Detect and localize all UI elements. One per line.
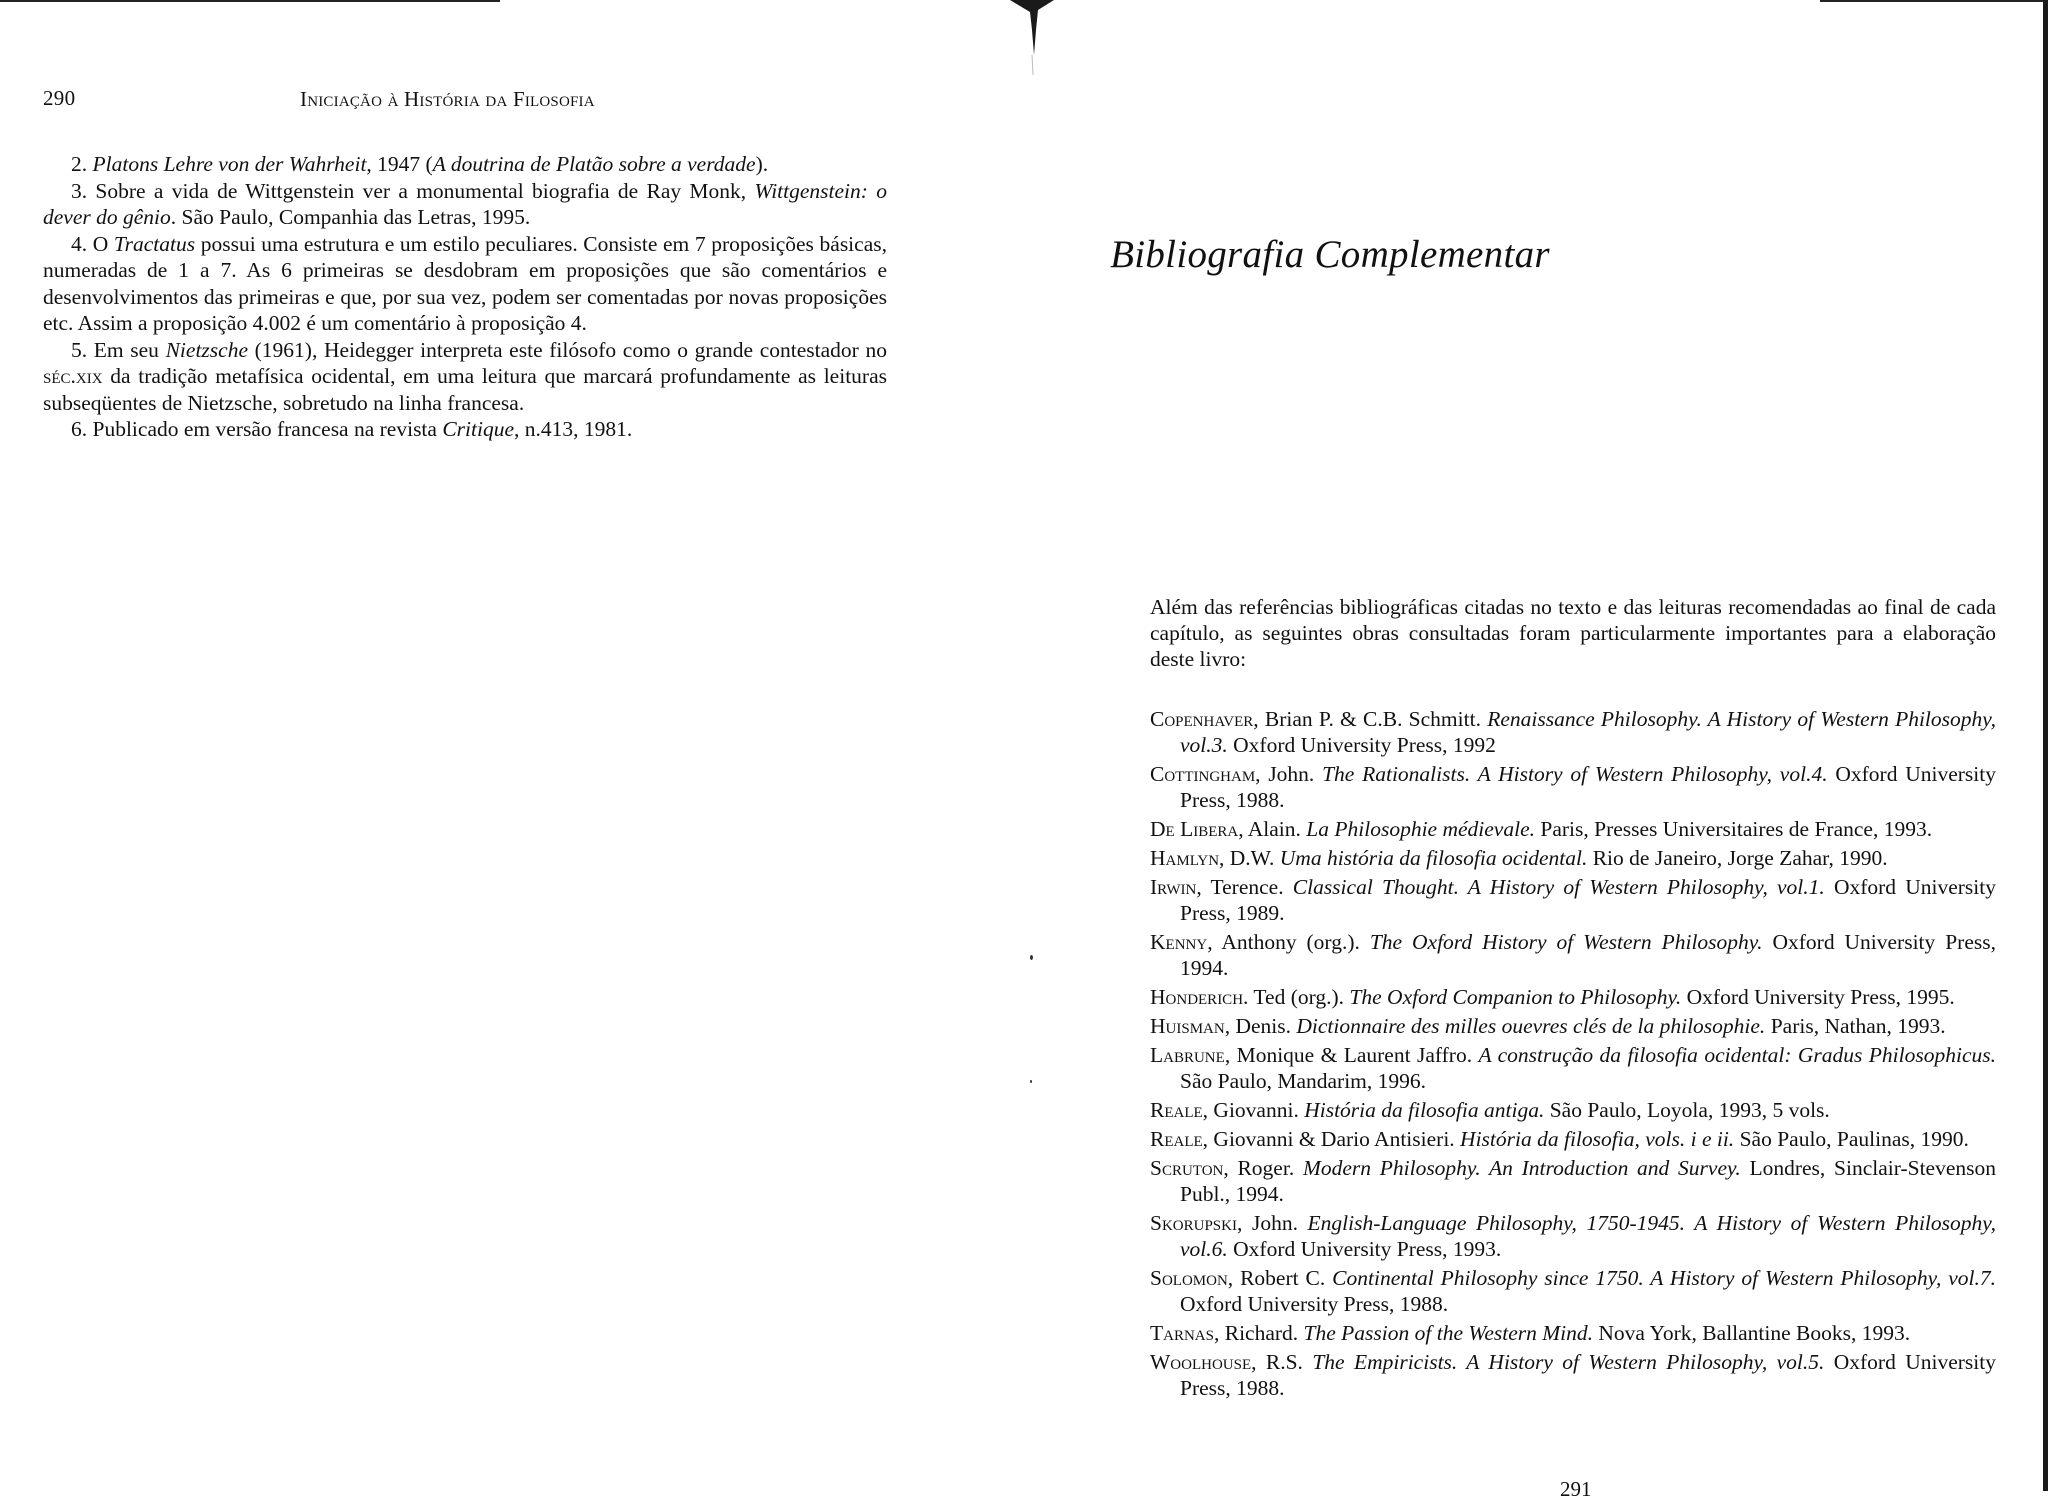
section-title: Bibliografia Complementar	[1110, 233, 1550, 276]
scan-right-edge	[2043, 0, 2048, 1491]
small-caps-text: Hamlyn	[1150, 846, 1220, 870]
text-run: Oxford University Press, 1993.	[1227, 1237, 1502, 1261]
text-run: Paris, Presses Universitaires de France, 1993.	[1535, 817, 1933, 841]
page-number-left: 290	[43, 86, 76, 110]
bibliography-entry	[1150, 1349, 1996, 1401]
text-run: . São Paulo, Companhia das Letras, 1995.	[170, 205, 531, 229]
endnote-3	[43, 178, 887, 231]
bibliography-entry	[1150, 929, 1996, 981]
bibliography-entry	[1150, 1155, 1996, 1207]
bibliography-entry	[1150, 1126, 1996, 1152]
bibliography-entry	[1150, 1042, 1996, 1094]
text-run: , Alain.	[1238, 817, 1307, 841]
text-run: São Paulo, Paulinas, 1990.	[1734, 1127, 1969, 1151]
text-run: 6. Publicado em versão francesa na revista	[71, 417, 443, 441]
text-run: Oxford University Press, 1994.	[1180, 930, 1996, 980]
small-caps-text: Tarnas	[1150, 1321, 1214, 1345]
text-run: da tradição metafísica ocidental, em uma leitura que marcará profundamente as leituras subseqüentes de Nietzsche, sobretudo na linha francesa.	[43, 364, 887, 415]
text-run: , Giovanni & Dario Antisieri.	[1202, 1127, 1461, 1151]
endnote-6	[43, 416, 887, 443]
small-caps-text: Woolhouse	[1150, 1350, 1252, 1374]
small-caps-text: Irwin	[1150, 875, 1197, 899]
italic-text: Continental Philosophy since 1750. A History of Western Philosophy, vol.7.	[1332, 1266, 1997, 1290]
scan-top-line-left	[0, 0, 500, 2]
small-caps-text: Reale	[1150, 1127, 1203, 1151]
small-caps-text: Huisman	[1150, 1014, 1225, 1038]
text-run: , Terence.	[1196, 875, 1293, 899]
text-run: , n.413, 1981.	[514, 417, 633, 441]
text-run: , Robert C.	[1227, 1266, 1333, 1290]
text-run: , John.	[1255, 762, 1323, 786]
bibliography-entry	[1150, 706, 1996, 758]
text-run: Oxford University Press, 1989.	[1180, 875, 1996, 925]
bibliography-list	[1150, 706, 1996, 1404]
small-caps-text: Scruton	[1150, 1156, 1224, 1180]
text-run: , Monique & Laurent Jaffro.	[1224, 1043, 1479, 1067]
small-caps-text: Copenhaver	[1150, 707, 1254, 731]
text-run: , Richard.	[1213, 1321, 1304, 1345]
small-caps-text: Reale	[1150, 1098, 1203, 1122]
text-run: , R.S.	[1251, 1350, 1313, 1374]
text-run: , Anthony (org.).	[1207, 930, 1370, 954]
scan-top-line-right	[1820, 0, 2048, 2]
italic-text: La Philosophie médievale.	[1306, 817, 1535, 841]
text-run: 3. Sobre a vida de Wittgenstein ver a monumental biografia de Ray Monk,	[71, 178, 755, 203]
intro-paragraph: Além das referências bibliográficas citadas no texto e das leituras recomendadas ao final de cada capítulo, as seguintes obras consultadas foram particularmente importantes para a elaboração deste livro:	[1150, 595, 1996, 671]
running-head: Iniciação à História da Filosofia	[300, 87, 595, 111]
text-run: Londres, Sinclair-Stevenson Publ., 1994.	[1180, 1156, 1996, 1206]
italic-text: The Passion of the Western Mind.	[1303, 1321, 1593, 1345]
small-caps-text: Kenny	[1150, 930, 1208, 954]
text-run: 5. Em seu	[71, 337, 166, 362]
scan-speck	[1030, 1080, 1032, 1083]
italic-text: Nietzsche	[165, 337, 248, 362]
small-caps-text: Labrune	[1150, 1043, 1225, 1067]
small-caps-text: De Libera	[1150, 817, 1239, 841]
text-run: Paris, Nathan, 1993.	[1765, 1014, 1946, 1038]
text-run: Nova York, Ballantine Books, 1993.	[1593, 1321, 1911, 1345]
italic-text: Wittgenstein: o dever do gênio	[43, 178, 887, 229]
text-run: São Paulo, Loyola, 1993, 5 vols.	[1544, 1098, 1830, 1122]
italic-text: Platons Lehre von der Wahrheit	[92, 152, 367, 176]
text-run: 2.	[71, 152, 93, 176]
italic-text: A doutrina de Platão sobre a verdade	[432, 152, 756, 176]
small-caps-text: Honderich	[1150, 985, 1244, 1009]
text-run: , Giovanni.	[1202, 1098, 1305, 1122]
bibliography-entry	[1150, 845, 1996, 871]
text-run: , 1947 (	[366, 152, 433, 176]
italic-text: História da filosofia, vols. i e ii.	[1460, 1127, 1735, 1151]
small-caps-text: Cottingham	[1150, 762, 1256, 786]
small-caps-text: Solomon	[1150, 1266, 1228, 1290]
text-run: , Roger.	[1223, 1156, 1303, 1180]
italic-text: English-Language Philosophy, 1750-1945. A History of Western Philosophy, vol.6.	[1180, 1211, 1996, 1261]
italic-text: Critique	[442, 417, 514, 441]
text-run: , Denis.	[1224, 1014, 1297, 1038]
bibliography-entry	[1150, 874, 1996, 926]
text-run: (1961), Heidegger interpreta este filósofo como o grande contestador no	[248, 337, 887, 362]
text-run: Oxford University Press, 1988.	[1180, 1350, 1996, 1400]
italic-text: Dictionnaire des milles ouevres clés de la philosophie.	[1296, 1014, 1766, 1038]
italic-text: Modern Philosophy. An Introduction and Survey.	[1302, 1156, 1741, 1180]
text-run: Oxford University Press, 1988.	[1180, 762, 1996, 812]
bibliography-entry	[1150, 1097, 1996, 1123]
gutter-shadow-mark	[1010, 0, 1054, 80]
text-run: . Ted (org.).	[1243, 985, 1350, 1009]
text-run: Oxford University Press, 1995.	[1681, 985, 1955, 1009]
italic-text: The Rationalists. A History of Western Philosophy, vol.4.	[1322, 762, 1828, 786]
italic-text: The Oxford Companion to Philosophy.	[1349, 985, 1682, 1009]
italic-text: Renaissance Philosophy. A History of Western Philosophy, vol.3.	[1180, 707, 1996, 757]
italic-text: The Empiricists. A History of Western Philosophy, vol.5.	[1312, 1350, 1825, 1374]
text-run: Oxford University Press, 1992	[1227, 733, 1496, 757]
bibliography-entry	[1150, 1210, 1996, 1262]
small-caps-text: Skorupski	[1150, 1211, 1237, 1235]
bibliography-entry	[1150, 816, 1996, 842]
text-run: Rio de Janeiro, Jorge Zahar, 1990.	[1587, 846, 1888, 870]
bibliography-entry	[1150, 761, 1996, 813]
scan-speck	[1030, 955, 1033, 960]
bibliography-entry	[1150, 984, 1996, 1010]
page-number-right: 291	[1560, 1477, 1592, 1501]
text-run: , D.W.	[1219, 846, 1280, 870]
italic-text: The Oxford History of Western Philosophy.	[1369, 930, 1763, 954]
italic-text: Uma história da filosofia ocidental.	[1279, 846, 1588, 870]
endnote-4	[43, 231, 887, 337]
endnote-5	[43, 337, 887, 417]
italic-text: História da filosofia antiga.	[1304, 1098, 1545, 1122]
text-run: 4. O	[71, 231, 114, 256]
italic-text: Tractatus	[113, 231, 196, 256]
text-run: Oxford University Press, 1988.	[1180, 1292, 1449, 1316]
endnote-2	[43, 151, 887, 178]
endnotes	[43, 151, 887, 443]
text-run: possui uma estrutura e um estilo peculiares. Consiste em 7 proposições básicas, numeradas de 1 a 7. As 6 primeiras se desdobram em proposições que são comentários e desenvolvimentos das primeiras e que, por sua vez, podem ser comentadas por novas proposições etc. Assim a proposição 4.002 é um comentário à proposição 4.	[43, 231, 887, 335]
italic-text: A construção da filosofia ocidental: Gradus Philosophicus.	[1478, 1043, 1996, 1067]
italic-text: Classical Thought. A History of Western Philosophy, vol.1.	[1292, 875, 1825, 899]
bibliography-entry	[1150, 1320, 1996, 1346]
text-run: , John.	[1236, 1211, 1308, 1235]
bibliography-entry	[1150, 1013, 1996, 1039]
text-run: , Brian P. & C.B. Schmitt.	[1253, 707, 1488, 731]
small-caps-text: séc.xix	[43, 364, 103, 388]
text-run: São Paulo, Mandarim, 1996.	[1180, 1069, 1427, 1093]
bibliography-entry	[1150, 1265, 1996, 1317]
text-run: ).	[755, 152, 769, 176]
